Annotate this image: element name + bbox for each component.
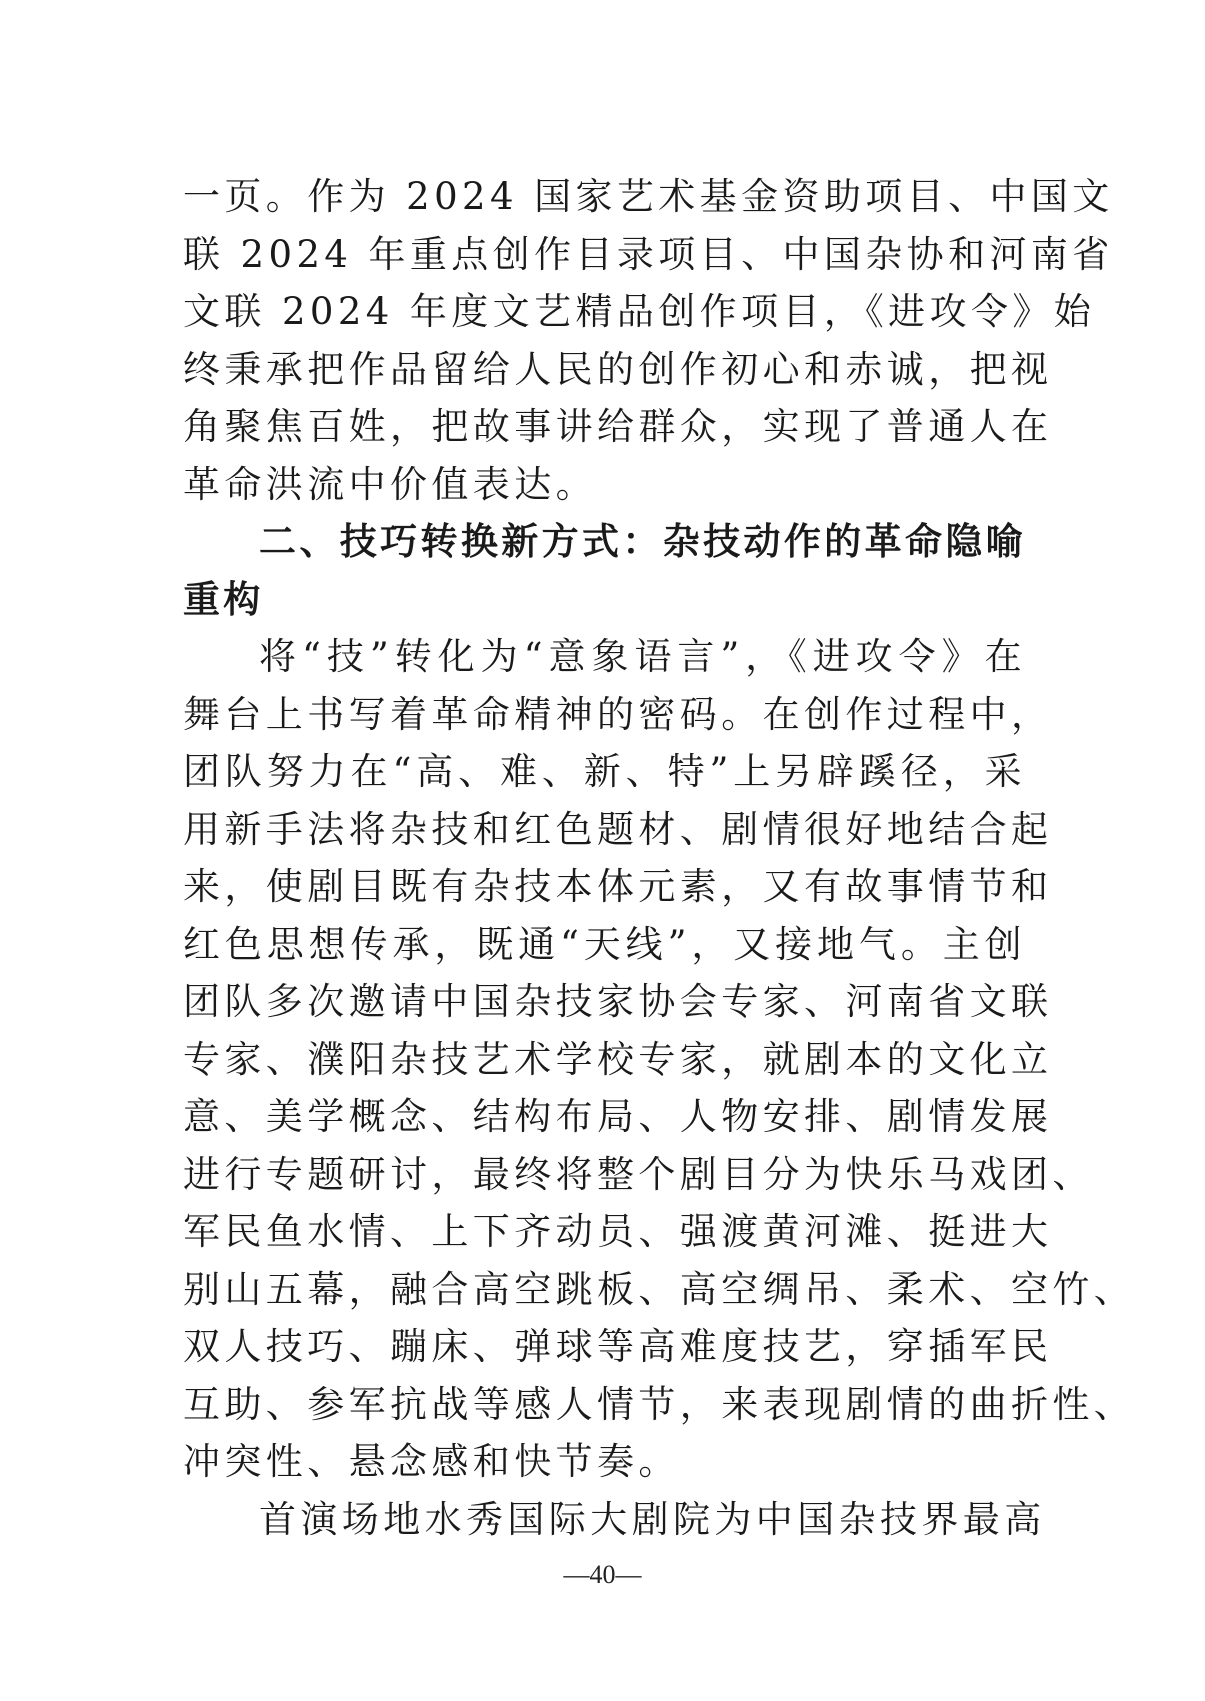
text-line: 冲突性、悬念感和快节奏。 — [183, 1440, 680, 1483]
text-line: 意、美学概念、结构布局、人物安排、剧情发展 — [183, 1095, 1053, 1138]
text-line: 文联 2024 年度文艺精品创作项目，《进攻令》始 — [183, 290, 1096, 333]
text-line: 来，使剧目既有杂技本体元素，又有故事情节和 — [183, 865, 1053, 908]
text-line: 别山五幕，融合高空跳板、高空绸吊、柔术、空竹、 — [183, 1267, 1136, 1311]
paragraph-continued — [183, 168, 1114, 513]
text-line: 互助、参军抗战等感人情节，来表现剧情的曲折性、 — [183, 1382, 1136, 1426]
text-line: 角聚焦百姓，把故事讲给群众，实现了普通人在 — [183, 405, 1053, 448]
paragraph-main — [183, 628, 1136, 1491]
text-line: 一页。作为 2024 国家艺术基金资助项目、中国文 — [183, 175, 1114, 218]
text-line: 红色思想传承，既通“天线”，又接地气。主创 — [183, 922, 1026, 966]
heading-line: 二、技巧转换新方式：杂技动作的革命隐喻 — [259, 520, 1026, 563]
section-heading — [183, 513, 1026, 628]
text-line: 军民鱼水情、上下齐动员、强渡黄河滩、挺进大 — [183, 1210, 1053, 1253]
body-text — [183, 168, 1136, 1548]
heading-line: 重构 — [183, 577, 264, 621]
paragraph-next — [183, 1491, 1046, 1549]
text-line: 团队努力在“高、难、新、特”上另辟蹊径，采 — [183, 750, 1026, 793]
text-line: 联 2024 年重点创作目录项目、中国杂协和河南省 — [183, 232, 1114, 276]
text-line: 用新手法将杂技和红色题材、剧情很好地结合起 — [183, 807, 1053, 851]
page-number: —40— — [563, 1560, 642, 1589]
text-line: 舞台上书写着革命精神的密码。在创作过程中， — [183, 692, 1053, 736]
text-line: 革命洪流中价值表达。 — [183, 462, 597, 506]
text-line: 进行专题研讨，最终将整个剧目分为快乐马戏团、 — [183, 1152, 1094, 1196]
text-line: 终秉承把作品留给人民的创作初心和赤诚，把视 — [183, 347, 1053, 391]
text-line: 团队多次邀请中国杂技家协会专家、河南省文联 — [183, 980, 1053, 1023]
text-line: 首演场地水秀国际大剧院为中国杂技界最高 — [259, 1497, 1046, 1541]
text-line: 将“技”转化为“意象语言”，《进攻令》在 — [259, 635, 1026, 678]
text-line: 专家、濮阳杂技艺术学校专家，就剧本的文化立 — [183, 1037, 1053, 1081]
text-line: 双人技巧、蹦床、弹球等高难度技艺，穿插军民 — [183, 1325, 1053, 1368]
